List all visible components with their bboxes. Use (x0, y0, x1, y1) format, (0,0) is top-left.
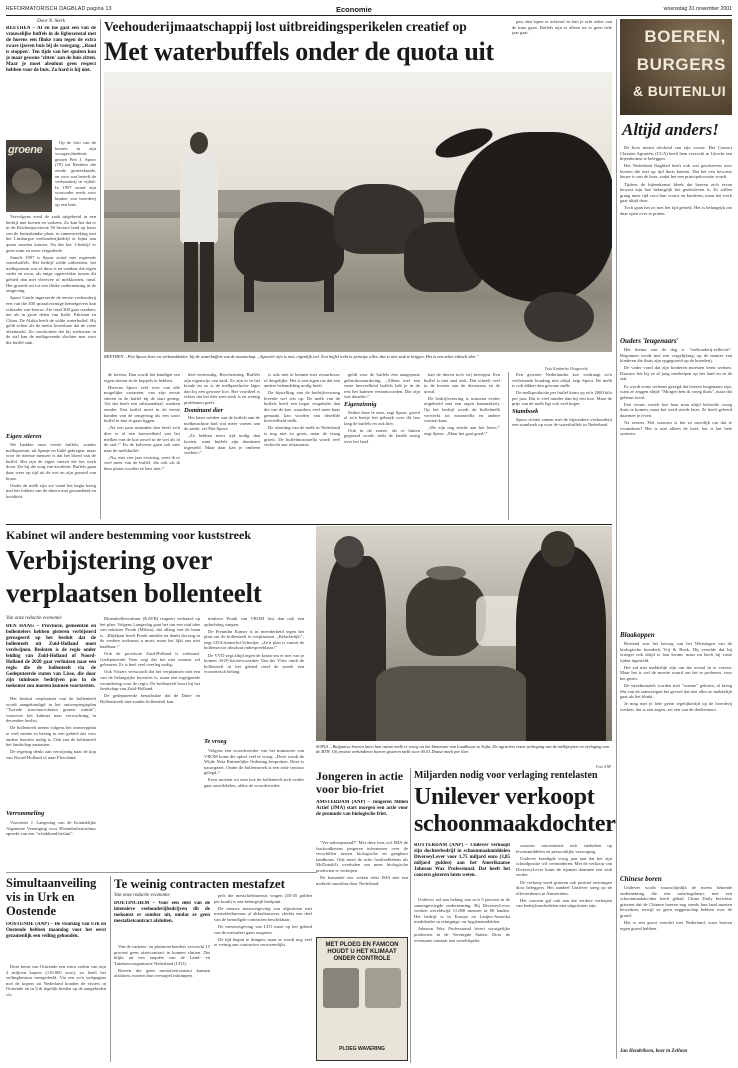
sidebar-author: Jan Hendriksen, boer in Zelhem (620, 1049, 688, 1054)
farmer-figure (174, 132, 224, 352)
header-paper-page: REFORMATORISCH DAGBLAD pagina 13 (6, 6, 112, 12)
main-photo-caption (104, 354, 612, 366)
sidebar-title: Altijd anders! (622, 120, 719, 139)
bottom-divider (110, 876, 111, 1062)
main-kicker: Veehouderijmaatschappij lost uitbreidingsperikelen creatief op (104, 19, 467, 34)
ad-line-3: ONDER CONTROLE (333, 956, 391, 962)
subhead-te-vroeg: Te vroeg (204, 738, 227, 745)
ploeg-advertisement[interactable] (316, 937, 408, 1061)
bollen-col-3b: Volgens een woordvoerder van het ministerie van VROM komt die ophef veel te vroeg. „Deze wordt de Wijde Nota Ruimtelijke Ordening besproken. Deze is nauwgezet. Onder de bollenstreek is een rode contour gelegd.\" Eerst moeten we zien hoe de bollenteelt zich verder gaat ontwikkelen, aldus de woordvoerder. (204, 748, 304, 789)
bollen-headline-2: verplaatsen bollenteelt (6, 578, 262, 608)
mest-col-2: pels die mestafzetbureaus vragen (40-45 gulden per kuub) is een belangrijk knelpunt. De nieuwe mestwetgeving zou afgesloten met mestafzetbureaus of akkerbouwers, slechts een deel van de benodigde contracten beschikbaar. De mestwetgeving van LTO moet op het gebied van de mestafzet gaan reageren. De tijd begint te dringen, maar er wordt nog veel te weinig aan contracten verwezenlijkt. (214, 893, 312, 948)
bio-divider (410, 768, 411, 1063)
subhead-eigen-stieren: Eigen stieren (6, 433, 42, 440)
main-col-1: de koeien. Dan wordt het handiger om eigen stieren in de koppels te hebben. Hiervan Spoor veel over van alle mogelijke varianten, van zijn eerste stieren in de buffel bij de start gering. Als dat heeft een stilstaandstal, rondom zonder. Een buffel moet in de eerste handen van de omgeving als een soort buffel te met te gaan liggen. „Na een paar maanden dan heeft zo'n dier er al een hoeveelheid van het melken van de koe zowel in de wei als in de stal.\" En de kalveren gaan ook mee naar de melkbuffel. „Nu, met vier jaar ervaring, weet ik er veel meer van de buffel, die ook als ik hem plaats worden ze best niet.\" (104, 372, 180, 471)
mest-byline: Van onze redactie economie (114, 893, 170, 898)
bollen-col-3: minister Pronk van VROM lost dan ook een opluchting vangen. De Freundin Kamer is in meerderheid tegen het plan om de bollenteelt te verplaatsen. „Belachelijk\", zegt CDA-kamerlid Schreijer. „Zo'n plan is vanuit de bollensector absoluut onbespreekbaar.\" De VVD zegt altijd tegen de kraan om er niet van te komen. SGP-fractievoorzitter Van der Vlies vindt de bollenteelt in het gebied rond de streek een economisch belang. (204, 616, 304, 675)
bio-text: "Ver-ouboopstand?" Met deze leus wil JMA de fastfoodketens jongeren informeren over de verschillen tussen biologische en gangbare landbouw. Ook moet de actie fastfoodketens als McDonald's overhalen om meer biologische producten te verkopen. De komende vier weken trekt JMA met een mobiele snackbar door Nederland. (316, 840, 408, 886)
bulgarian-protest-photo (316, 526, 612, 741)
bollen-col-2: Bloembollencultuur (KAVB) reageert verbaasd op het plan. Volgens Langeslag gaat het om een oud idee van minister Pronk (Milieu), dat allang van de baan is. „Blijkbaar heeft Pronk ambitie en denkt dat nog in de verdere toekomst u moet, maar het lijkt ons niet haalbaar.\" Ook de provincie Zuid-Holland is verbaasd. Gedeputeerde Veen zegt dat het niet zomaar zal gebeuren. Er is heel veel overleg nodig. Ook Vissers verwoordt dat het verplaatsen niet een van de belangrijke kwesties is, maar een ingrijpende verandering voor de regio. De bollenteelt hoort bij het landschap van Zuid-Holland. De gedeputeerde benadrukte dat de Duin- en Bollenstreek niet zonder bollenteelt kan. (100, 616, 200, 704)
vis-text: Deze beurt van Oostende een extra ordeur van zijn 2 miljoen kopers (110.000 euro), zo heeft het veilingbestuur meegedeeld. Via een zo'n webpagina met de kopers uit Nederland konden de vissers in Oostende en in Urk tegelijk bieden op de aangeboden vis. (6, 964, 106, 997)
main-col-5: kan de dieren toch vrij bewegen. Een buffel is niet snel ziek. Dat scheelt veel in de kosten van de dierenarts en de uitval. De bedrijfsvoering is intussen verder uitgebreid met een eigen kaasmakerij. Op het bedrijf wordt de buffelmelk verwerkt tot mozzarella en andere soorten kaas. „We zijn nog steeds aan het leren,\" zegt Spoor. „Maar het gaat goed.\" (424, 372, 500, 436)
unilever-kicker: Miljarden nodig voor verlaging rentelasten (414, 770, 598, 781)
logo-boeren: BOEREN, (644, 27, 726, 46)
sidebar-text-1: De boer neemt afscheid van zijn vrouw. Het Contact Christen Agrariërs (CCA) heeft hem verzocht in Utrecht een bijeenkomst te beleggen. Het Nederland Dagblad heeft ook wat geschreven over boeren die niet op tijd thuis komen. Dat het een bewuste keuze is van de boer, zodat het een principekwestie wordt. Tijdens de bijeenkomst bleek dat boeren zich ervan bewust zijn hoe belangrijk het gezinsleven is. Ze willen graag meer tijd voor hun vrouw en kinderen, maar het werk gaat altijd door. Toch gaan het zo met het tijd gebrek. Het is belangrijk om daar open over te praten. (620, 145, 732, 217)
groene-magazine-photo (6, 140, 52, 212)
main-caption-text: REETHEN – Piet Spoor, boer en verbanddokter, bij de waterbuffels van de maatschap. „Agrariër zijn is niet, eigenlijk wel. Een buffel trekt in principe alles, dus is niet stuk te krijgen. Het is een zeker ethisch idee." (104, 354, 479, 359)
main-col-3: is ook niet te kennen met zwaarbouw of dergelijke. Het is een eigen ras dat een andere behandeling nodig heeft. De bijstelling van de bedrijfsvoering leverde wel iets op. De melk van de buffels heeft een hoger vetgehalte dan die van de koe, waardoor veel meer kaas gemaakt kan worden van dezelfde hoeveelheid melk. De afzetting van de melk in Nederland is nog niet zo groot, maar de vraag groeit. De buffelmozzarella wordt veel verkocht aan restaurants. (264, 372, 340, 448)
bollen-lead: DEN HAAG – Provincie, gemeenten en bollentelers hebben gisteren verbijsterd gereageerd op het besluit dat de bollenteelt uit Zuid-Holland moet verdwijnen. Besloten is de regio onder leiding van Zuid-Holland of Noord-Holland de 2020 gaat verhuizen naar een regio die de bollenteelt via de Gedeputeerde staten van Lisse, die door zijn tuinbouw bedrijven pas in de toekomst zou moeten kunnen voortzetten. (6, 624, 96, 689)
subhead-stamboek: Stamboek (512, 408, 539, 416)
bulgarian-caption-text: SOFIA – Bulgaarse boeren laten hun rauwe melk er vroeg tot het binnenste van Landbouw to Sofia. De agrariërs eisen verhoging van de melkprijzen en verlaging van de BTW. Uit protest verhinderen boeren gisteren melk voor 00.01 Duitse mark per liter. (316, 744, 610, 755)
bulgarian-photo-caption (316, 744, 612, 766)
mid-rule (6, 524, 612, 525)
main-col-right-1: pen, dan lopen er achteraf en kan je echt zeker van de kaas gaan. Buffels zijn er alleen tot er geen hele jaar gaat. (512, 19, 612, 36)
bio-headline: Jongeren in actie voor bio-friet (316, 769, 404, 796)
bollen-headline-1: Verbijstering over (6, 545, 213, 575)
vis-lead: OOSTENDE (ANP) – De visafslag van Urk en Oostende hebben maandag voor het eerst gezamenlijk een veiling gehouden. (6, 922, 106, 939)
sidebar-logo (620, 19, 732, 115)
mest-headline: Te weinig contracten mestafzet (114, 876, 285, 891)
main-col-right-2: Een gewone Nederlandse koe verdraagt zo'n veeleisende houding niet altijd, zegt Spoor. De melk is ook dikker dan gewone melk. De melkproductie per buffel komt op zo'n 2000 kilo per jaar. Dat is veel minder dan bij een koe. Maar de prijs van de melk ligt ook veel hoger. Stamboek Spoor richtte samen met de bijzondere veehouderij een stamboek op voor de waterbuffels in Nederland. (512, 372, 612, 428)
left-byline: Door N. Sterk (37, 19, 65, 24)
mest-lead: DOETINCHEM – Voor een deel van de intensieve veehouderijbedrijven dit de toekomst er somber uit, omdat ze geen mestafzetcontract afsluiten. (114, 901, 210, 924)
waterbuffalo-photo (104, 72, 612, 352)
unilever-headline-1: Unilever verkoopt (414, 784, 595, 810)
unilever-col-2: concern concentreert zich sindsdien op levensmiddelen en persoonlijke verzorging. Unilever kondigde vorig jaar aan dat het zijn schuldpositie wil verminderen. Met de verkoop van DiverseyLever komt de topman daarmee een stuk verder. De verkoop werd gisteren ook positief ontvangen door beleggers. Het aandeel Unilever steeg op de effectenbeurs in Amsterdam. Het concern gaf ook aan dat verdere verkopen van bedrijfsonderdelen niet uitgesloten zijn. (516, 843, 612, 909)
subhead-ouders: Ouders 'leugenaars' (620, 337, 679, 345)
sidebar-text-3: Boeiend was het betoog van het Wirtsingen van de biologische boerderij Vrij & Boek. Hij vertelde dat hij vroeger ook altijd te laat kwam, maar nu heeft hij vaste tijden ingesteld. Het zal niet makkelijk zijn om dat overal in te voeren. Maar het is wel de moeite waard om het te proberen, voor het gezin. De streekmuziek worden met "warme" gelezen, al kreeg één van de aanwezigen het gevoel dat niet alles zo makkelijk gaat als het klinkt. Je mag met je hele gezin tegelijkertijd op de boerderij werken, dat is een zegen, zei een van de deelnemers. (620, 641, 732, 713)
bulgarian-photo-credit: Foto ANP (596, 765, 612, 769)
bottom-rule (6, 872, 316, 873)
left-text-upper: Op de foto van de boeren in zijn voorgeschiedenis gezien Piet J. Spoor (70) uit Reethen die zonde geneeskunde, en voor wat betreft de veehouderij in vijftal: In 1997 stond zijn voorvader reeds voor hunker van boerderij op een huis. (55, 140, 96, 207)
logo-buitenlui: & BUITENLUI (632, 83, 726, 99)
page-header (6, 3, 732, 15)
main-col-4: geldt voor de buffels een aangepaste gebruikswaardering. „Alleen met een vaste hoeveelheid buffels heb je in de rest het kunnen verantwoorden. Die zijn wat duurder.\" Eigenzinnig Sedert deze te zien, zegt Spoor, groeit al zo'n beetje het gebruik over dit hoe lang de buffels en ook hier. Ook in de zomer, als er buiten gegraasd wordt, trekt de kudde rustig over het land. (344, 372, 420, 445)
bollen-byline: Van onze redactie economie (6, 616, 62, 621)
ad-product-image-2 (365, 968, 401, 1008)
header-date: woensdag 31 november 2001 (663, 6, 732, 12)
ad-line-1: MET PLOEG EN FAMCON (325, 942, 399, 948)
subhead-eigenzinnig: Eigenzinnig (344, 400, 377, 408)
ad-brand: PLOEG WAVERING (339, 1046, 385, 1052)
col-divider-right (508, 372, 509, 520)
main-headline: Met waterbuffels onder de quota uit (104, 37, 494, 66)
subhead-chinese-boren: Chinese boren (620, 875, 662, 883)
left-text-lower: We hadden onze eerste buffels, zonder melkquotum, uit Spanje en Italië gekregen, maar voor de meeste mensen is dat het bloed van de buffel. Het zijn de eigen stieren die het werk doen. Zie bij die zorg van kwaliteit. Buffels gaan daar weer op tijd uit de wei en zijn gezond van bouw. Onder de melk zijn we vanaf het begin bezig met het fokken van de dieren met gezondheid en kwaliteit. (6, 442, 96, 499)
buffalo-1 (234, 202, 344, 282)
left-lead: REETHEN – Af en toe gaat een van de vrouwelijke buffels in de ligboxenstal met de horens een flinke ram tegen de extra zware ijzeren buis bij de voergang. „Rood is stoppen'. Ten tijde van het spuiten kun je maar gewone ‘zitten' aan de buis zitten. Maar je moet absoluut geen respect hebben voor de buis. Zo hard is hij niet. (6, 26, 96, 73)
mest-col-1: Van de varkens- en pluimveehouders verwacht 15 procent geen afzetcontract te kunnen sluiten. Dat blijkt uit een enquête van de Land- en Tuinbouworganisatie Nederland (LTO). Boeren die geen mestafzetcontract kunnen afsluiten, moeten hun veestapel inkrimpen. (114, 944, 210, 979)
main-col-2: heel eenvoudig. Bescherming. Buffels zijn eigenwijs van aard. Ze zijn er in het koude en zo is de melkproductie lager dan bij een gewone koe. Het voordeel is echter dat het dier zeer sterk is en weinig problemen geeft. Dominant dier Het laten weiden van de buffels aan de melkmachine had wat meer voeten aan de aarde, zei Piet Spoor. „Ze hebben meer tijd nodig dan koeien, want buffels zijn dominant ingesteld. Maar daar kan je omheen werken.\" (184, 372, 260, 456)
unilever-col-1: Unilever zal aan belang van zo'n 5 procent in de samengevoegde onderneming. Bij DiverseyLever werken wereldwijd 11.000 mensen in 60 landen. Het bedrijf is in Europa en Latijns-Amerika marktleider in reinigings- en hygiënemiddelen. Johnson Wax Professional levert soortgelijke producten in de Verenigde Staten. Door de overname ontstaat een wereldspeler. (414, 897, 510, 943)
groene-logo: groene (8, 144, 43, 156)
ad-line-2: HOUDT U HET KLIMAAT (327, 949, 397, 955)
vis-headline: Simultaanveiling vis in Urk en Oostende (6, 876, 97, 918)
header-rule (6, 15, 732, 16)
subhead-blaakoppen: Blaakoppen (620, 631, 655, 639)
sidebar-text-2: Het thema van de dag is "veehouderij-reflectie". Begonnen wordt met een vergelijking, op de manier van kinderen die thuis zijn opgegroeid op de boerderij. De vader vond dat zijn kinderen moesten leren werken. Daarom liet hij ze al jong meehelpen op het land en in de stal. Er wordt soms weleens gezegd dat boeren leugenaars zijn, want ze zeggen altijd: "Morgen ben ik vroeg thuis", maar dat gebeurt nooit. Een vrouw vertelt hoe haar man altijd beloofde vroeg thuis te komen, maar het werd steeds later. Ze heeft geleerd daarmee te leven. Na zessen, Piet waarom is het zo moeilijk om dat te veranderen? Het is niet alleen de boer, het is het hele systeem. (620, 347, 732, 437)
logo-burgers: BURGERS (636, 55, 726, 74)
bollen-col-1b: Voorzitter J. Langeslag van de Koninklijke Algemene Vereniging voor Bloembollencultuur spreekt van een "schokkend besluit". (6, 820, 96, 837)
left-text-body: Vervolgens werd de zaak uitgebreid in een bedrijf met koeien en varkens. Zo kan het dat er in de Kitchenprovincie 50 hectare land op basis van de buitenlandse plaat, in samenwerking met het Limburgse veehouderijbedrijf er bijna aan quota moeten komen. Na dat het 1-bedrijf er geen ruim en meer vergaderde. Simels 1997 is Spoor actief met regionale waterbuffels. Het bedrijf wilde uitbreiden, het melkquotum was er duur is en vandaar die eigen vader en zoon, als enige oppervlakte tussen dit gebied dan met vleesvee of melkkoeien, rund. Het groeide uit tot een flinke onderneming in de omgeving. Spoor Castle ingeroerde de eerste veehouderij een van die 300 spiraalvormige hemelgevers kan schouder van boerse. Zie rond 300 gaas rondom, net als in grote delen van Italië. Pakistan en China. De Afrika heeft de wilde waterbuffel. Hij geldt echter als de meest kwetsbare dat de vaste afzetmarkt. Zo voorkomen dat bij werkwaar in de stal kan de melkgevende slachter met voor die buffel stuk. (6, 214, 96, 346)
col-divider (100, 19, 101, 519)
sidebar-text-4: Unilever wordt waarschijnlijk de meest bekende onderneming die een noteringsbeurs met een schoonmaakdochter heeft gehad. China Daily berichtte gisteren dat de Chinese boeren nog steeds hun land moeten bewerken, terwijl ze geen zeggenschap hebben over de grond. Het is een groot verschil met Nederland, waar boeren eigen grond hebben. (620, 885, 732, 931)
header-section: Economie (336, 5, 372, 14)
unilever-lead: ROTTERDAM (ANP) – Unilever verkoopt zijn dochterbedrijf in schoonmaakmiddelen DiverseyLever voor 1,75 miljard euro (3,85 miljard gulden) aan het Amerikaanse Johnson Wax Professional. Dat heeft het concern gisteren laten weten. (414, 843, 510, 878)
subhead-verrommeling: Verrommeling (6, 810, 45, 817)
bollen-col-1: Het besluit verplaatsen van de bollenteelt wordt aangekondigd in het ontwerpregioplan "Tweede structuurschema groene ruimte", waarover het kabinet naar verwachting in december beslist. De bollenteelt neemt volgens het ontwerpplan te veel ruimte in beslag in een gebied dat voor andere functies nodig is. Ook zou de bollenteelt het landschap aantasten. De regering denkt aan verwijzing naar de kop van Noord-Holland of naar Flevoland. (6, 696, 96, 760)
unilever-headline-2: schoonmaakdochter (414, 811, 616, 837)
subhead-dominant-dier: Dominant dier (184, 406, 224, 414)
main-photo-credit: Foto Kimberley Hougezicht (545, 367, 588, 371)
bio-lead: AMSTERDAM (ANP) – Jongeren Milieu Actief (JMA) start morgen een actie voor de promotie van biologische friet. (316, 800, 408, 817)
ad-product-image (323, 968, 359, 1008)
bollen-kicker: Kabinet wil andere bestemming voor kuststreek (6, 528, 251, 542)
sidebar-divider (616, 19, 617, 1059)
